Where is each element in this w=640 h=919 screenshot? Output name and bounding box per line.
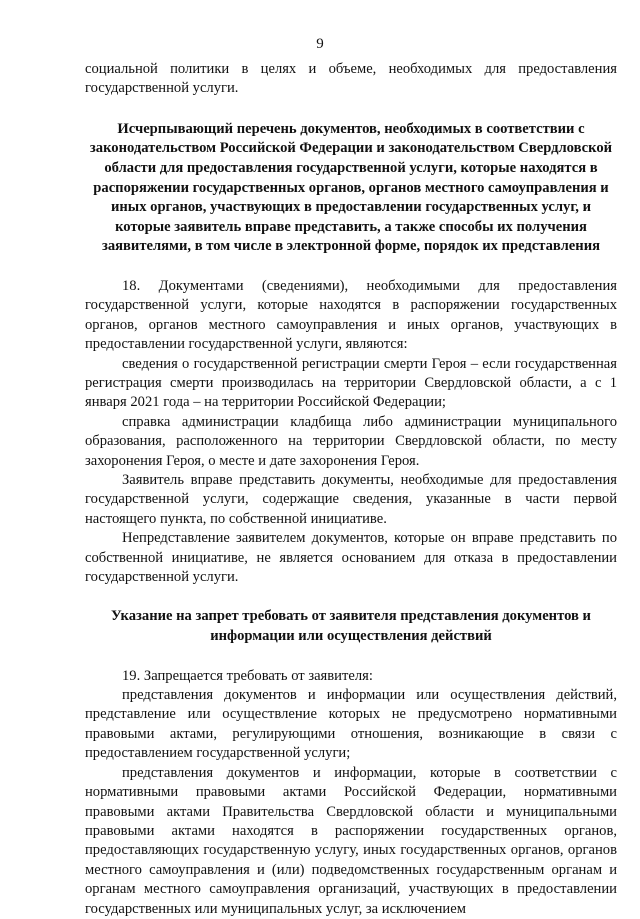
list-item-death-registration: сведения о государственной регистрации смерти Героя – если государственная регистрация смерти производилась на территории Свердловской области, а с 1 января 2021 года – на территории Российской Федерации; — [85, 355, 617, 411]
page-number: 9 — [316, 36, 324, 52]
list-item-prohibition-2: представления документов и информации, которые в соответствии с нормативными правовыми актами Российской Федерации, нормативными правовыми актами Правительства Свердловской области и муниципальными правовыми актами находятся в распоряжении государственных органов, предоставляющих государственную услугу, иных государственных органов, органов местного самоуправления и (или) подведомственных государственным органам и органам местного самоуправления организаций, участвующих в предоставлении государственных или муниципальных услуг, за исключением — [85, 764, 617, 917]
list-item-cemetery-certificate: справка администрации кладбища либо администрации муниципального образования, расположенного на территории Свердловской области, по месту захоронения Героя, о месте и дате захоронения Героя. — [85, 413, 617, 469]
document-body — [85, 60, 617, 919]
paragraph-applicant-right: Заявитель вправе представить документы, необходимые для предоставления государственной услуги, содержащие сведения, указанные в части первой настоящего пункта, по собственной инициативе. — [85, 472, 617, 527]
section-heading-prohibition: Указание на запрет требовать от заявителя представления документов и информации или осуществления действий — [111, 608, 591, 645]
section-heading-documents-list: Исчерпывающий перечень документов, необходимых в соответствии с законодательством Российской Федерации и законодательством Свердловской области для предоставления государственной услуги, которые находятся в распоряжении государственных органов, органов местного самоуправления и иных органов, участвующих в предоставлении государственных услуг, и которые заявитель вправе представить, а также способы их получения заявителями, в том числе в электронной форме, порядок их представления — [89, 120, 613, 255]
paragraph-non-submission: Непредставление заявителем документов, которые он вправе представить по собственной инициативе, не является основанием для отказа в предоставлении государственной услуги. — [85, 530, 617, 586]
paragraph-18: 18. Документами (сведениями), необходимыми для предоставления государственной услуги, которые находятся в распоряжении государственных органов, органов местного самоуправления и иных органов, участвующих в предоставлении государственной услуги, являются: — [85, 277, 617, 353]
paragraph-19: 19. Запрещается требовать от заявителя: — [122, 667, 373, 684]
intro-paragraph: социальной политики в целях и объеме, необходимых для предоставления государственной услуги. — [85, 61, 617, 97]
list-item-prohibition-1: представления документов и информации или осуществления действий, представление или осуществление которых не предусмотрено нормативными правовыми актами, регулирующими отношения, возникающие в связи с предоставлением государственной услуги; — [85, 687, 617, 762]
